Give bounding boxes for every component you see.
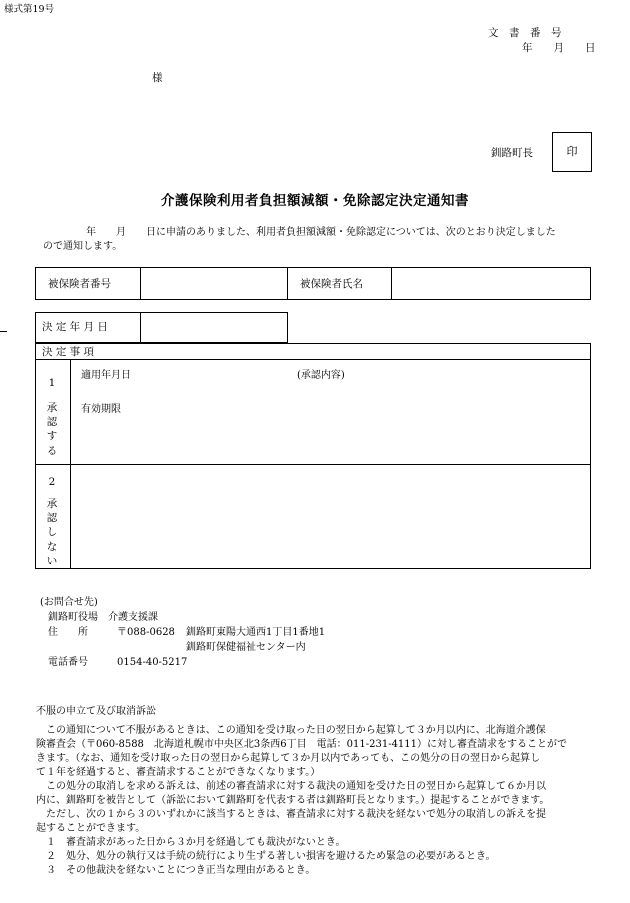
phone-label: 電話番号 [48,657,88,668]
appeal-p2-line-1: この処分の取消しを求める訴えは、前述の審査請求に対する裁決の通知を受けた日の翌日から起算して６か月以 [46,781,546,792]
document-number-label: 文 書 番 号 [488,27,562,39]
appeal-p1-line-2: 険審査会（〒060-8588 北海道札幌市中央区北3条西6丁目 電話：011-231-4111）に対し審査請求をすることがで [36,739,568,750]
approve-number: 1 [48,377,56,389]
contact-office: 釧路町役場 介護支援課 [48,612,158,623]
approval-content-label: (承認内容) [297,370,345,381]
appeal-p1-line-1: この通知について不服があるときは、この通知を受け取った日の翌日から起算して３か月以内に、北海道介護保 [46,725,546,736]
address-line-1: 釧路町東陽大通西1丁目1番地1 [186,627,326,638]
seal-label: 印 [566,144,578,158]
form-number: 様式第19号 [4,4,55,15]
insured-number-value[interactable] [142,269,285,298]
date-label: 年 月 日 [522,42,596,54]
margin-mark [0,331,7,332]
approve-label: 承認する [46,402,58,457]
insured-name-value[interactable] [393,269,589,298]
deny-label: 承認しない [46,498,58,567]
divider [140,312,141,343]
insured-name-label: 被保険者氏名 [300,278,363,290]
issuer-name: 釧路町長 [491,147,533,159]
expiration-label: 有効期限 [81,404,121,415]
divider [391,267,392,300]
application-date-label: 適用年月日 [81,370,131,381]
decision-date-label: 決 定 年 月 日 [42,321,108,333]
appeal-item-2: ２ 処分、処分の執行又は手続の続行により生ずる著しい損害を避けるため緊急の必要があるとき。 [46,851,496,862]
postal-code: 〒088-0628 [117,627,175,638]
appeal-p1-line-4: て１年を経過すると、審査請求することができなくなります。） [36,767,321,778]
addressee-suffix: 様 [152,72,163,84]
divider [287,267,288,300]
decision-date-value[interactable] [142,314,286,341]
appeal-item-1: １ 審査請求があった日から３か月を経過しても裁決がないとき。 [46,837,346,848]
divider [140,267,141,300]
address-label: 住 所 [48,627,88,638]
appeal-item-3: ３ その他裁決を経ないことにつき正当な理由があるとき。 [46,865,316,876]
insured-number-label: 被保険者番号 [48,278,111,290]
appeal-p2-line-2: 内に、釧路町を被告として（訴訟において釧路町を代表する者は釧路町長となります。）提起することができます。 [36,795,550,806]
appeal-p3-line-2: 起することができます。 [36,823,146,834]
document-title: 介護保険利用者負担額減額・免除認定決定通知書 [161,193,469,209]
divider [35,464,591,465]
decision-items-label: 決 定 事 項 [42,346,95,358]
appeal-p3-line-1: ただし、次の１から３のいずれかに該当するときは、審査請求に対する裁決を経ないで処分の取消しの訴えを提 [46,809,546,820]
phone-number: 0154-40-5217 [117,657,188,668]
intro-line-2: ので通知します。 [43,241,123,252]
address-line-2: 釧路町保健福祉センター内 [186,642,306,653]
intro-line-1: 年 月 日に申請のありました、利用者負担額減額・免除認定については、次のとおり決定しました [86,227,556,238]
deny-number: 2 [48,476,56,488]
divider [35,359,591,360]
contact-heading: (お問合せ先) [40,597,98,608]
seal-box [552,132,592,172]
appeal-heading: 不服の申立て及び取消訴訟 [36,706,156,717]
appeal-p1-line-3: きます。（なお、通知を受け取った日の翌日から起算して３か月以内であっても、この処分の日の翌日から起算し [36,753,541,764]
